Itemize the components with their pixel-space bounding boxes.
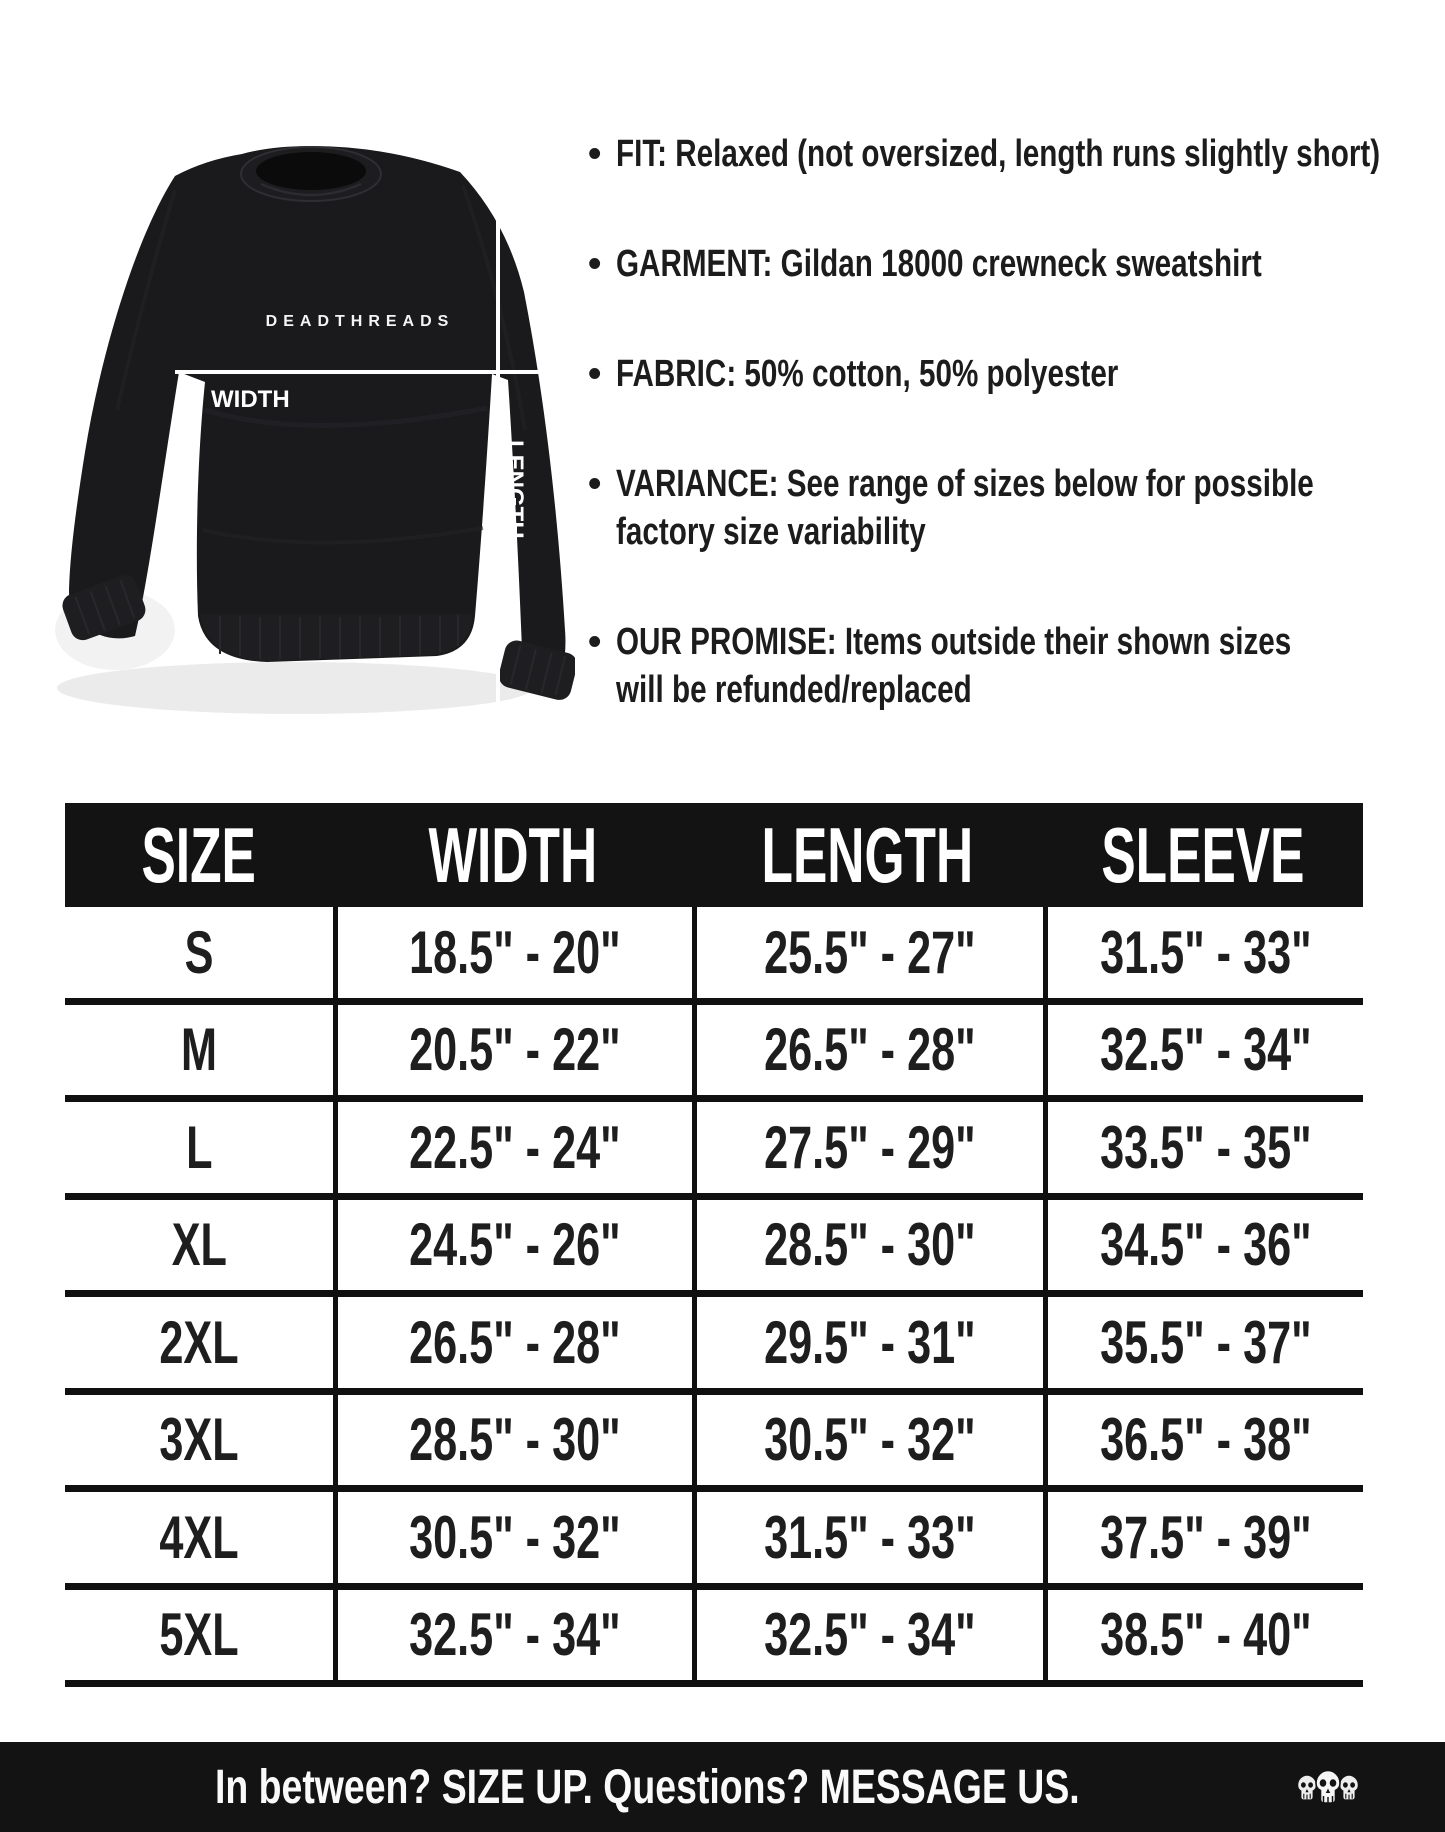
- table-row: [65, 907, 1363, 1005]
- cell-width: 28.5" - 30": [333, 1395, 692, 1486]
- collar-opening: [256, 152, 366, 190]
- garment-shadow: [57, 662, 533, 714]
- sweatshirt-illustration: [55, 110, 575, 730]
- table-row: [65, 1297, 1363, 1395]
- product-facts-list: [588, 130, 1418, 776]
- column-header-size: SIZE: [141, 810, 257, 899]
- brand-print: DEADTHREADS: [265, 313, 455, 330]
- fact-garment: GARMENT: Gildan 18000 crewneck sweatshirt: [616, 243, 1263, 285]
- cell-sleeve: 36.5" - 38": [1043, 1395, 1363, 1486]
- cell-length: 27.5" - 29": [692, 1102, 1043, 1193]
- cell-sleeve: 37.5" - 39": [1043, 1492, 1363, 1583]
- cell-size: 3XL: [159, 1406, 239, 1474]
- list-item: [588, 460, 1418, 556]
- cell-size: 4XL: [159, 1503, 239, 1571]
- cell-size: 2XL: [159, 1308, 239, 1376]
- cell-sleeve: 34.5" - 36": [1043, 1200, 1363, 1291]
- cell-width: 18.5" - 20": [333, 907, 692, 998]
- skulls-logo-icon: [1291, 1759, 1365, 1815]
- cell-length: 31.5" - 33": [692, 1492, 1043, 1583]
- cell-size: 5XL: [159, 1601, 239, 1669]
- sweatshirt-diagram: [55, 110, 575, 730]
- fact-fabric: FABRIC: 50% cotton, 50% polyester: [616, 353, 1119, 395]
- cell-size: S: [184, 918, 214, 986]
- fact-promise: OUR PROMISE: Items outside their shown sizes will be refunded/replaced: [616, 621, 1292, 711]
- list-item: [588, 618, 1418, 714]
- table-row: [65, 1102, 1363, 1200]
- cell-sleeve: 32.5" - 34": [1043, 1005, 1363, 1096]
- cell-length: 32.5" - 34": [692, 1590, 1043, 1681]
- cell-length: 30.5" - 32": [692, 1395, 1043, 1486]
- table-row: [65, 1395, 1363, 1493]
- size-table-header: [65, 803, 1363, 907]
- cell-length: 25.5" - 27": [692, 907, 1043, 998]
- cell-sleeve: 38.5" - 40": [1043, 1590, 1363, 1681]
- cell-sleeve: 35.5" - 37": [1043, 1297, 1363, 1388]
- cell-length: 28.5" - 30": [692, 1200, 1043, 1291]
- cell-width: 32.5" - 34": [333, 1590, 692, 1681]
- bullet-marker: •: [588, 243, 602, 285]
- fact-variance: VARIANCE: See range of sizes below for possible factory size variability: [616, 463, 1315, 553]
- width-label: WIDTH: [211, 386, 290, 413]
- bullet-marker: •: [588, 621, 602, 663]
- cell-size: XL: [171, 1211, 227, 1279]
- cell-width: 20.5" - 22": [333, 1005, 692, 1096]
- cell-width: 22.5" - 24": [333, 1102, 692, 1193]
- column-header-width: WIDTH: [428, 810, 597, 899]
- cell-width: 30.5" - 32": [333, 1492, 692, 1583]
- footer-message: In between? SIZE UP. Questions? MESSAGE US.: [215, 1760, 1080, 1814]
- bullet-marker: •: [588, 463, 602, 505]
- cell-size: L: [185, 1113, 213, 1181]
- bullet-marker: •: [588, 353, 602, 395]
- table-row: [65, 1492, 1363, 1590]
- list-item: [588, 350, 1418, 398]
- column-header-sleeve: SLEEVE: [1101, 810, 1305, 899]
- table-row: [65, 1200, 1363, 1298]
- cell-sleeve: 31.5" - 33": [1043, 907, 1363, 998]
- list-item: [588, 240, 1418, 288]
- cell-width: 26.5" - 28": [333, 1297, 692, 1388]
- list-item: [588, 130, 1418, 178]
- length-label: LENGTH: [501, 440, 528, 539]
- table-row: [65, 1590, 1363, 1688]
- fact-fit: FIT: Relaxed (not oversized, length runs slightly short): [616, 133, 1381, 175]
- cell-size: M: [180, 1016, 217, 1084]
- cell-length: 26.5" - 28": [692, 1005, 1043, 1096]
- size-table: [65, 803, 1363, 1687]
- cell-width: 24.5" - 26": [333, 1200, 692, 1291]
- bullet-marker: •: [588, 133, 602, 175]
- footer-bar: [0, 1742, 1445, 1832]
- column-header-length: LENGTH: [761, 810, 974, 899]
- cell-length: 29.5" - 31": [692, 1297, 1043, 1388]
- cell-sleeve: 33.5" - 35": [1043, 1102, 1363, 1193]
- table-row: [65, 1005, 1363, 1103]
